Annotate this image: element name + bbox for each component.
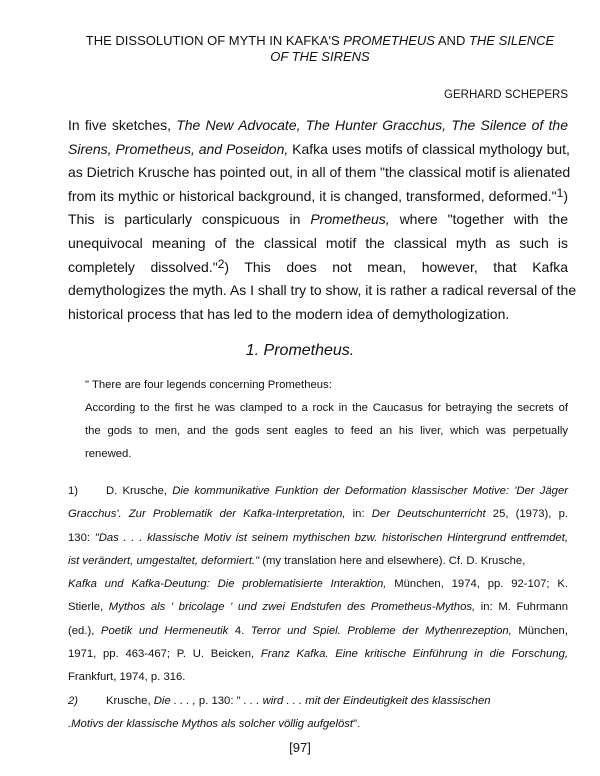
footnote-line: [68, 690, 568, 713]
text-segment: Terror und Spiel. Probleme der Mythenrezeption,: [250, 624, 512, 637]
text-segment: in:: [345, 508, 372, 521]
body-line: [68, 232, 568, 256]
text-segment: PROMETHEUS: [343, 33, 435, 48]
text-segment: the gods to men, and the gods sent eagles to feed an his liver, which was perpetually: [85, 425, 568, 437]
title-line: [60, 33, 580, 49]
text-segment: 1971, pp. 463-467; P. U. Beicken,: [68, 648, 261, 661]
text-segment: Gracchus'. Zur Problematik der Kafka-Interpretation,: [68, 508, 346, 521]
text-segment: (my translation here and elsewhere). Cf. D. Krusche,: [259, 554, 526, 567]
text-segment: demythologizes the myth. As I shall try to show, it is rather a radical reversal of the: [68, 282, 577, 299]
page-number: [97]: [289, 740, 311, 755]
block-quote: [85, 374, 568, 466]
footnote-line: [68, 713, 568, 736]
text-segment: .Motivs der klassische Mythos als solcher völlig aufgelöst: [68, 717, 354, 730]
footnote-reference: 2: [217, 256, 225, 271]
text-segment: THE DISSOLUTION OF MYTH IN KAFKA'S: [85, 33, 344, 48]
body-line: [68, 185, 568, 209]
text-segment: THE SILENCE: [468, 33, 555, 48]
text-segment: completely dissolved.": [68, 258, 218, 275]
text-segment: Franz Kafka. Eine kritische Einführung in die Forschung,: [260, 648, 569, 661]
text-segment: in: M. Fuhrmann: [475, 601, 568, 614]
text-segment: ): [563, 187, 568, 204]
author-name: GERHARD SCHEPERS: [444, 89, 568, 101]
footnote-marker: 2): [68, 694, 79, 707]
footnote-reference: 1: [556, 185, 564, 200]
body-line: [68, 256, 568, 280]
text-segment: In five sketches,: [68, 117, 177, 133]
text-segment: Frankfurt, 1974, p. 316.: [68, 671, 186, 684]
footnote-marker: 1): [68, 485, 79, 497]
text-segment: (ed.),: [68, 624, 101, 637]
section-heading: 1. Prometheus.: [245, 342, 355, 359]
text-segment: Die kommunikative Funktion der Deformation klassischer Motive: 'Der Jäger: [172, 485, 568, 497]
footnote-line: [68, 666, 568, 689]
text-segment: AND: [434, 33, 469, 48]
text-segment: from its mythic or historical background, it is changed, transformed, deformed.": [68, 187, 557, 204]
text-segment: OF THE SIRENS: [270, 49, 370, 64]
footnote-line: [68, 620, 568, 643]
text-segment: Die . . . ,: [153, 694, 196, 707]
text-segment: According to the first he was clamped to a rock in the Caucasus for betraying the secrets of: [85, 402, 568, 414]
footnote-line: [68, 643, 568, 666]
quote-line: [85, 397, 568, 420]
text-segment: 25, (1973), p.: [485, 508, 569, 521]
text-segment: p. 130: ": [195, 694, 244, 707]
body-paragraph: [68, 114, 577, 326]
title-line: [60, 49, 580, 65]
article-title: [60, 33, 580, 65]
text-segment: renewed.: [85, 448, 132, 460]
body-line: [68, 114, 568, 138]
quote-line: [85, 374, 568, 397]
body-line: [68, 138, 568, 162]
footnote-line: [68, 503, 568, 526]
text-segment: "Das . . . klassische Motiv ist seinem mythischen bzw. historischen Hintergrund entfremdet,: [94, 531, 568, 544]
body-line: [68, 279, 577, 303]
text-segment: München, 1974, pp. 92-107; K.: [386, 578, 568, 591]
body-line: [68, 161, 571, 185]
body-line: [68, 303, 568, 327]
text-segment: ".: [353, 717, 361, 730]
text-segment: . . . wird . . . mit der Eindeutigkeit des klassischen: [243, 694, 491, 707]
text-segment: where "together with the: [389, 211, 569, 228]
text-segment: 130:: [68, 531, 95, 544]
footnotes: [68, 480, 568, 736]
text-segment: as Dietrich Krusche has pointed out, in all of them "the classical motif is alienated: [68, 164, 571, 181]
text-segment: Der Deutschunterricht: [371, 508, 486, 521]
quote-line: [85, 443, 568, 466]
text-segment: München,: [511, 624, 568, 637]
footnote-line: [68, 527, 568, 550]
text-segment: historical process that has led to the modern idea of demythologization.: [68, 305, 510, 322]
footnote-line: [68, 573, 568, 596]
text-segment: Stierle,: [68, 601, 109, 614]
quote-line: [85, 420, 568, 443]
footnote-line: [68, 596, 568, 619]
footnote-line: [68, 480, 568, 503]
text-segment: Poetik und Hermeneutik: [100, 624, 229, 637]
footnote-line: [68, 550, 568, 573]
text-segment: ) This does not mean, however, that Kafka: [224, 258, 568, 275]
text-segment: ist verändert, umgestaltet, deformiert.": [68, 554, 260, 567]
text-segment: " There are four legends concerning Prometheus:: [85, 379, 332, 391]
body-line: [68, 208, 568, 232]
text-segment: Mythos als ' bricolage ' und zwei Endstufen des Prometheus-Mythos,: [108, 601, 476, 614]
text-segment: Kafka und Kafka-Deutung: Die problematisierte Interaktion,: [68, 578, 387, 591]
text-segment: Kafka uses motifs of classical mythology but,: [288, 140, 570, 157]
text-segment: Krusche,: [106, 694, 154, 707]
text-segment: The New Advocate, The Hunter Gracchus, The Silence of the: [176, 117, 568, 133]
text-segment: This is particularly conspicuous in: [68, 211, 311, 228]
text-segment: 4.: [228, 624, 251, 637]
text-segment: Prometheus,: [310, 211, 390, 228]
text-segment: D. Krusche,: [106, 485, 173, 497]
text-segment: Sirens, Prometheus, and Poseidon,: [68, 140, 289, 157]
text-segment: unequivocal meaning of the classical motif the classical myth as such is: [68, 234, 568, 251]
